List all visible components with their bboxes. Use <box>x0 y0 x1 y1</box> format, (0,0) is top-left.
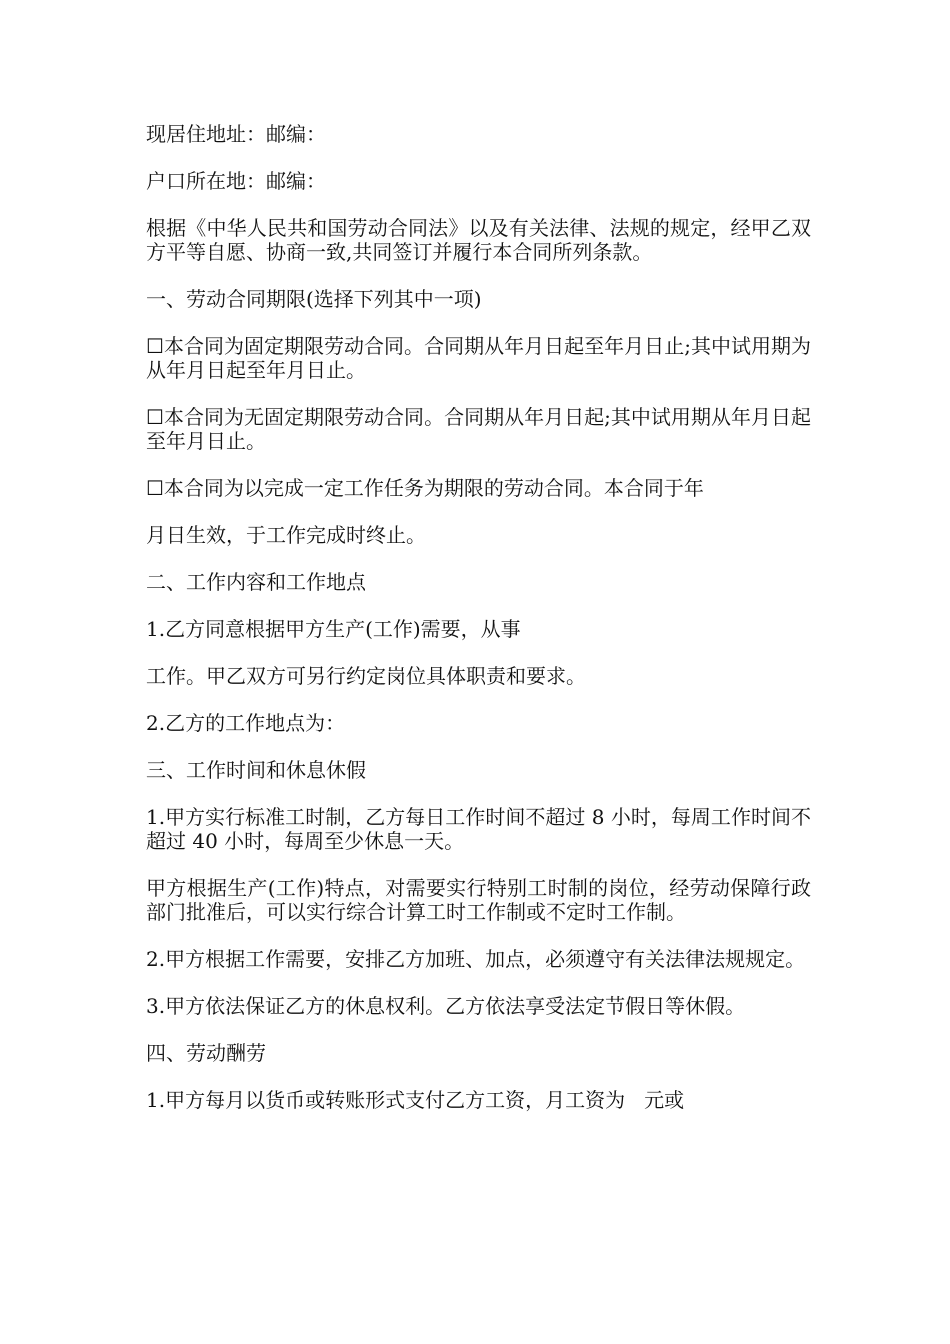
pay-clause-1: 1.甲方每月以货币或转账形式支付乙方工资，月工资为 元或 <box>146 1088 685 1112</box>
option-open-term: ☐本合同为无固定期限劳动合同。合同期从年月日起;其中试用期从年月日起至年月日止。 <box>146 405 811 453</box>
option-task-term: ☐本合同为以完成一定工作任务为期限的劳动合同。本合同于年 <box>146 476 704 500</box>
section-heading-work: 二、工作内容和工作地点 <box>146 570 366 594</box>
preamble-paragraph: 根据《中华人民共和国劳动合同法》以及有关法律、法规的规定，经甲乙双方平等自愿、协商一致,共同签订并履行本合同所列条款。 <box>146 216 811 264</box>
work-clause-2: 2.乙方的工作地点为： <box>146 711 346 735</box>
hukou-line: 户口所在地：邮编： <box>146 169 326 193</box>
section-heading-term: 一、劳动合同期限(选择下列其中一项) <box>146 287 482 311</box>
hours-clause-3: 3.甲方依法保证乙方的休息权利。乙方依法享受法定节假日等休假。 <box>146 994 746 1018</box>
hours-clause-1: 1.甲方实行标准工时制，乙方每日工作时间不超过 8 小时，每周工作时间不超过 40 小时，每周至少休息一天。 <box>146 805 811 853</box>
work-clause-1-continued: 工作。甲乙双方可另行约定岗位具体职责和要求。 <box>146 664 586 688</box>
option-fixed-term: ☐本合同为固定期限劳动合同。合同期从年月日起至年月日止;其中试用期为从年月日起至年月日止。 <box>146 334 811 382</box>
work-clause-1: 1.乙方同意根据甲方生产(工作)需要，从事 <box>146 617 521 641</box>
address-line: 现居住地址：邮编： <box>146 122 326 146</box>
section-heading-pay: 四、劳动酬劳 <box>146 1041 266 1065</box>
document-body <box>146 122 811 1135</box>
section-heading-hours: 三、工作时间和休息休假 <box>146 758 366 782</box>
hours-clause-2: 2.甲方根据工作需要，安排乙方加班、加点，必须遵守有关法律法规规定。 <box>146 947 806 971</box>
task-term-effective: 月日生效，于工作完成时终止。 <box>146 523 426 547</box>
hours-clause-special: 甲方根据生产(工作)特点，对需要实行特别工时制的岗位，经劳动保障行政部门批准后，可以实行综合计算工时工作制或不定时工作制。 <box>146 876 811 924</box>
